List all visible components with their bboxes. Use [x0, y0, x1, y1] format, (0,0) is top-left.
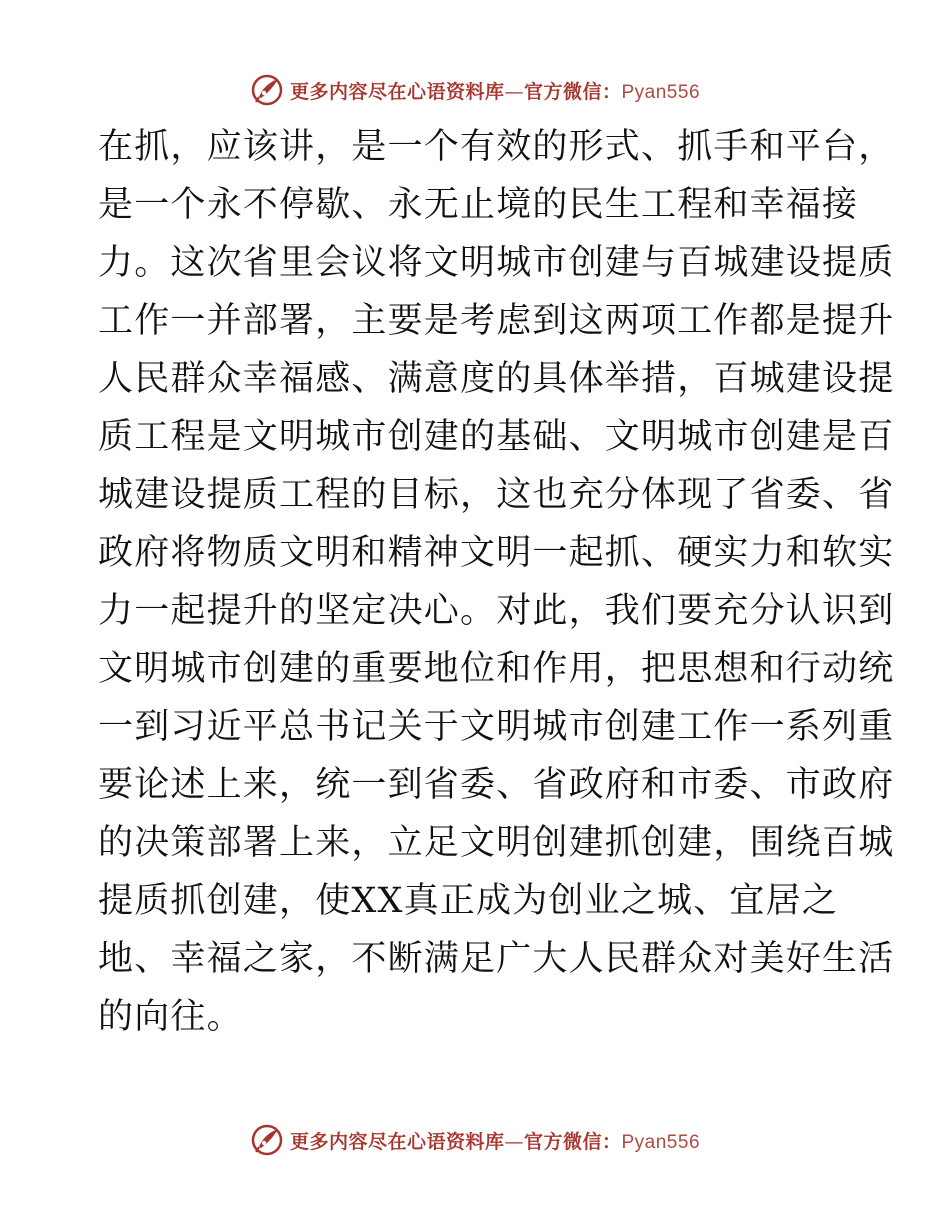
footer-separator: —	[504, 1130, 524, 1153]
body-line: 一到习近平总书记关于文明城市创建工作一系列重	[98, 707, 895, 747]
quill-logo-icon	[250, 1123, 284, 1157]
footer-banner-text	[290, 1127, 700, 1154]
body-line: 的决策部署上来，立足文明创建抓创建，围绕百城	[98, 823, 895, 863]
body-line: 提质抓创建，使XX真正成为创业之城、宜居之	[98, 881, 839, 921]
body-line: 在抓，应该讲，是一个有效的形式、抓手和平台，	[98, 127, 895, 167]
body-line: 文明城市创建的重要地位和作用，把思想和行动统	[98, 649, 895, 689]
body-line: 工作一并部署，主要是考虑到这两项工作都是提升	[98, 301, 895, 341]
document-body	[98, 118, 895, 1046]
quill-logo-icon	[250, 73, 284, 107]
body-line: 政府将物质文明和精神文明一起抓、硬实力和软实	[98, 533, 895, 573]
footer-banner	[0, 1120, 950, 1160]
header-wechat-label: 官方微信：	[523, 80, 622, 103]
body-line: 质工程是文明城市创建的基础、文明城市创建是百	[98, 417, 895, 457]
body-line: 力。这次省里会议将文明城市创建与百城建设提质	[98, 243, 895, 283]
body-line: 是一个永不停歇、永无止境的民生工程和幸福接	[98, 185, 859, 225]
body-line: 的向往。	[98, 997, 243, 1037]
header-wechat-handle: Pyan556	[621, 81, 701, 103]
header-separator: —	[504, 80, 524, 103]
body-line: 要论述上来，统一到省委、省政府和市委、市政府	[98, 765, 895, 805]
footer-wechat-label: 官方微信：	[523, 1130, 622, 1153]
header-banner-text	[290, 77, 700, 104]
body-line: 力一起提升的坚定决心。对此，我们要充分认识到	[98, 591, 895, 631]
header-banner	[0, 70, 950, 110]
footer-site-text: 更多内容尽在心语资料库	[289, 1130, 505, 1153]
header-site-text: 更多内容尽在心语资料库	[289, 80, 505, 103]
footer-wechat-handle: Pyan556	[621, 1131, 701, 1153]
body-line: 城建设提质工程的目标，这也充分体现了省委、省	[98, 475, 895, 515]
body-line: 地、幸福之家，不断满足广大人民群众对美好生活	[98, 939, 895, 979]
body-line: 人民群众幸福感、满意度的具体举措，百城建设提	[98, 359, 895, 399]
